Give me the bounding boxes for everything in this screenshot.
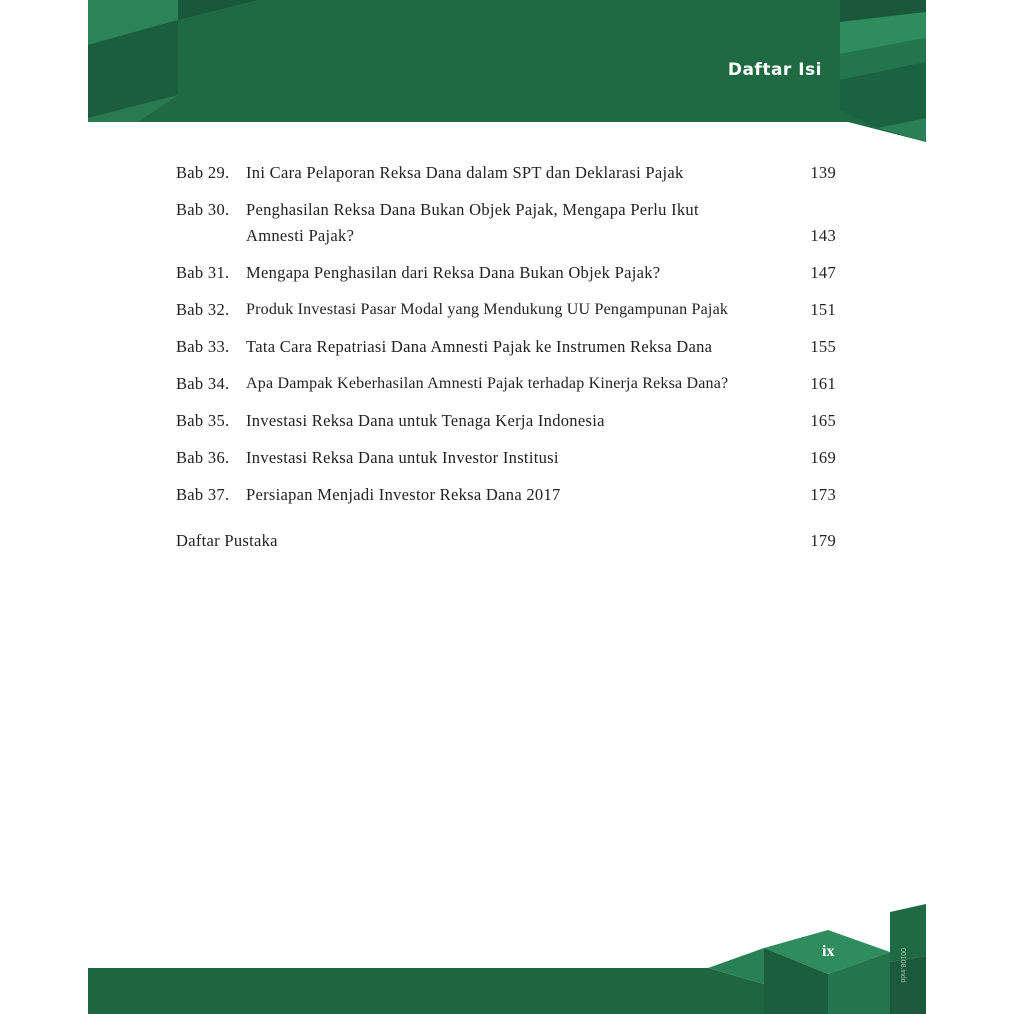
- toc-title: Apa Dampak Keberhasilan Amnesti Pajak terhadap Kinerja Reksa Dana?: [246, 375, 729, 392]
- toc-entry: [176, 260, 836, 286]
- toc-title: Ini Cara Pelaporan Reksa Dana dalam SPT dan Deklarasi Pajak: [246, 163, 684, 182]
- toc-entry: [176, 334, 836, 360]
- page-title: Daftar Isi: [727, 60, 822, 80]
- toc-page: 165: [810, 411, 836, 430]
- toc-entry: [176, 371, 836, 397]
- side-code: 00108.indd: [899, 948, 906, 983]
- toc-entry: [176, 160, 836, 186]
- toc-page: 151: [810, 300, 836, 319]
- toc-title: Persiapan Menjadi Investor Reksa Dana 2017: [246, 485, 561, 504]
- toc-entry: [176, 408, 836, 434]
- header-band: [88, 0, 926, 150]
- toc-page: 155: [810, 337, 836, 356]
- toc-entry: [176, 445, 836, 471]
- toc-chapter: Bab 31.: [176, 263, 230, 282]
- toc-page: 147: [810, 263, 836, 282]
- toc-chapter: Bab 32.: [176, 300, 230, 319]
- toc-title: Penghasilan Reksa Dana Bukan Objek Pajak, Mengapa Perlu Ikut Amnesti Pajak?: [246, 200, 699, 245]
- toc-title: Mengapa Penghasilan dari Reksa Dana Bukan Objek Pajak?: [246, 263, 661, 282]
- toc-title: Investasi Reksa Dana untuk Investor Institusi: [246, 448, 559, 467]
- toc-page: 143: [810, 226, 836, 245]
- toc-title: Tata Cara Repatriasi Dana Amnesti Pajak ke Instrumen Reksa Dana: [246, 337, 713, 356]
- toc-entry: [176, 297, 836, 323]
- toc-entry: [176, 482, 836, 508]
- bibliography-title: Daftar Pustaka: [176, 531, 278, 550]
- toc-chapter: Bab 29.: [176, 163, 230, 182]
- toc-page: 169: [810, 448, 836, 467]
- page-number: ix: [822, 943, 835, 960]
- toc-title: Produk Investasi Pasar Modal yang Mendukung UU Pengampunan Pajak: [246, 301, 729, 318]
- toc-chapter: Bab 35.: [176, 411, 230, 430]
- toc-title: Investasi Reksa Dana untuk Tenaga Kerja Indonesia: [246, 411, 605, 430]
- footer-band: [88, 900, 926, 1014]
- toc-chapter: Bab 34.: [176, 374, 230, 393]
- toc-page: 161: [810, 374, 836, 393]
- document-page: [88, 0, 926, 1014]
- toc-chapter: Bab 33.: [176, 337, 230, 356]
- toc-bibliography-entry: [176, 528, 836, 554]
- toc-page: 139: [810, 163, 836, 182]
- toc-page: 173: [810, 485, 836, 504]
- table-of-contents: [176, 160, 836, 565]
- toc-chapter: Bab 36.: [176, 448, 230, 467]
- toc-entry: [176, 197, 836, 249]
- footer-decoration: [88, 900, 926, 1014]
- toc-chapter: Bab 37.: [176, 485, 230, 504]
- bibliography-page: 179: [810, 531, 836, 550]
- toc-chapter: Bab 30.: [176, 200, 230, 219]
